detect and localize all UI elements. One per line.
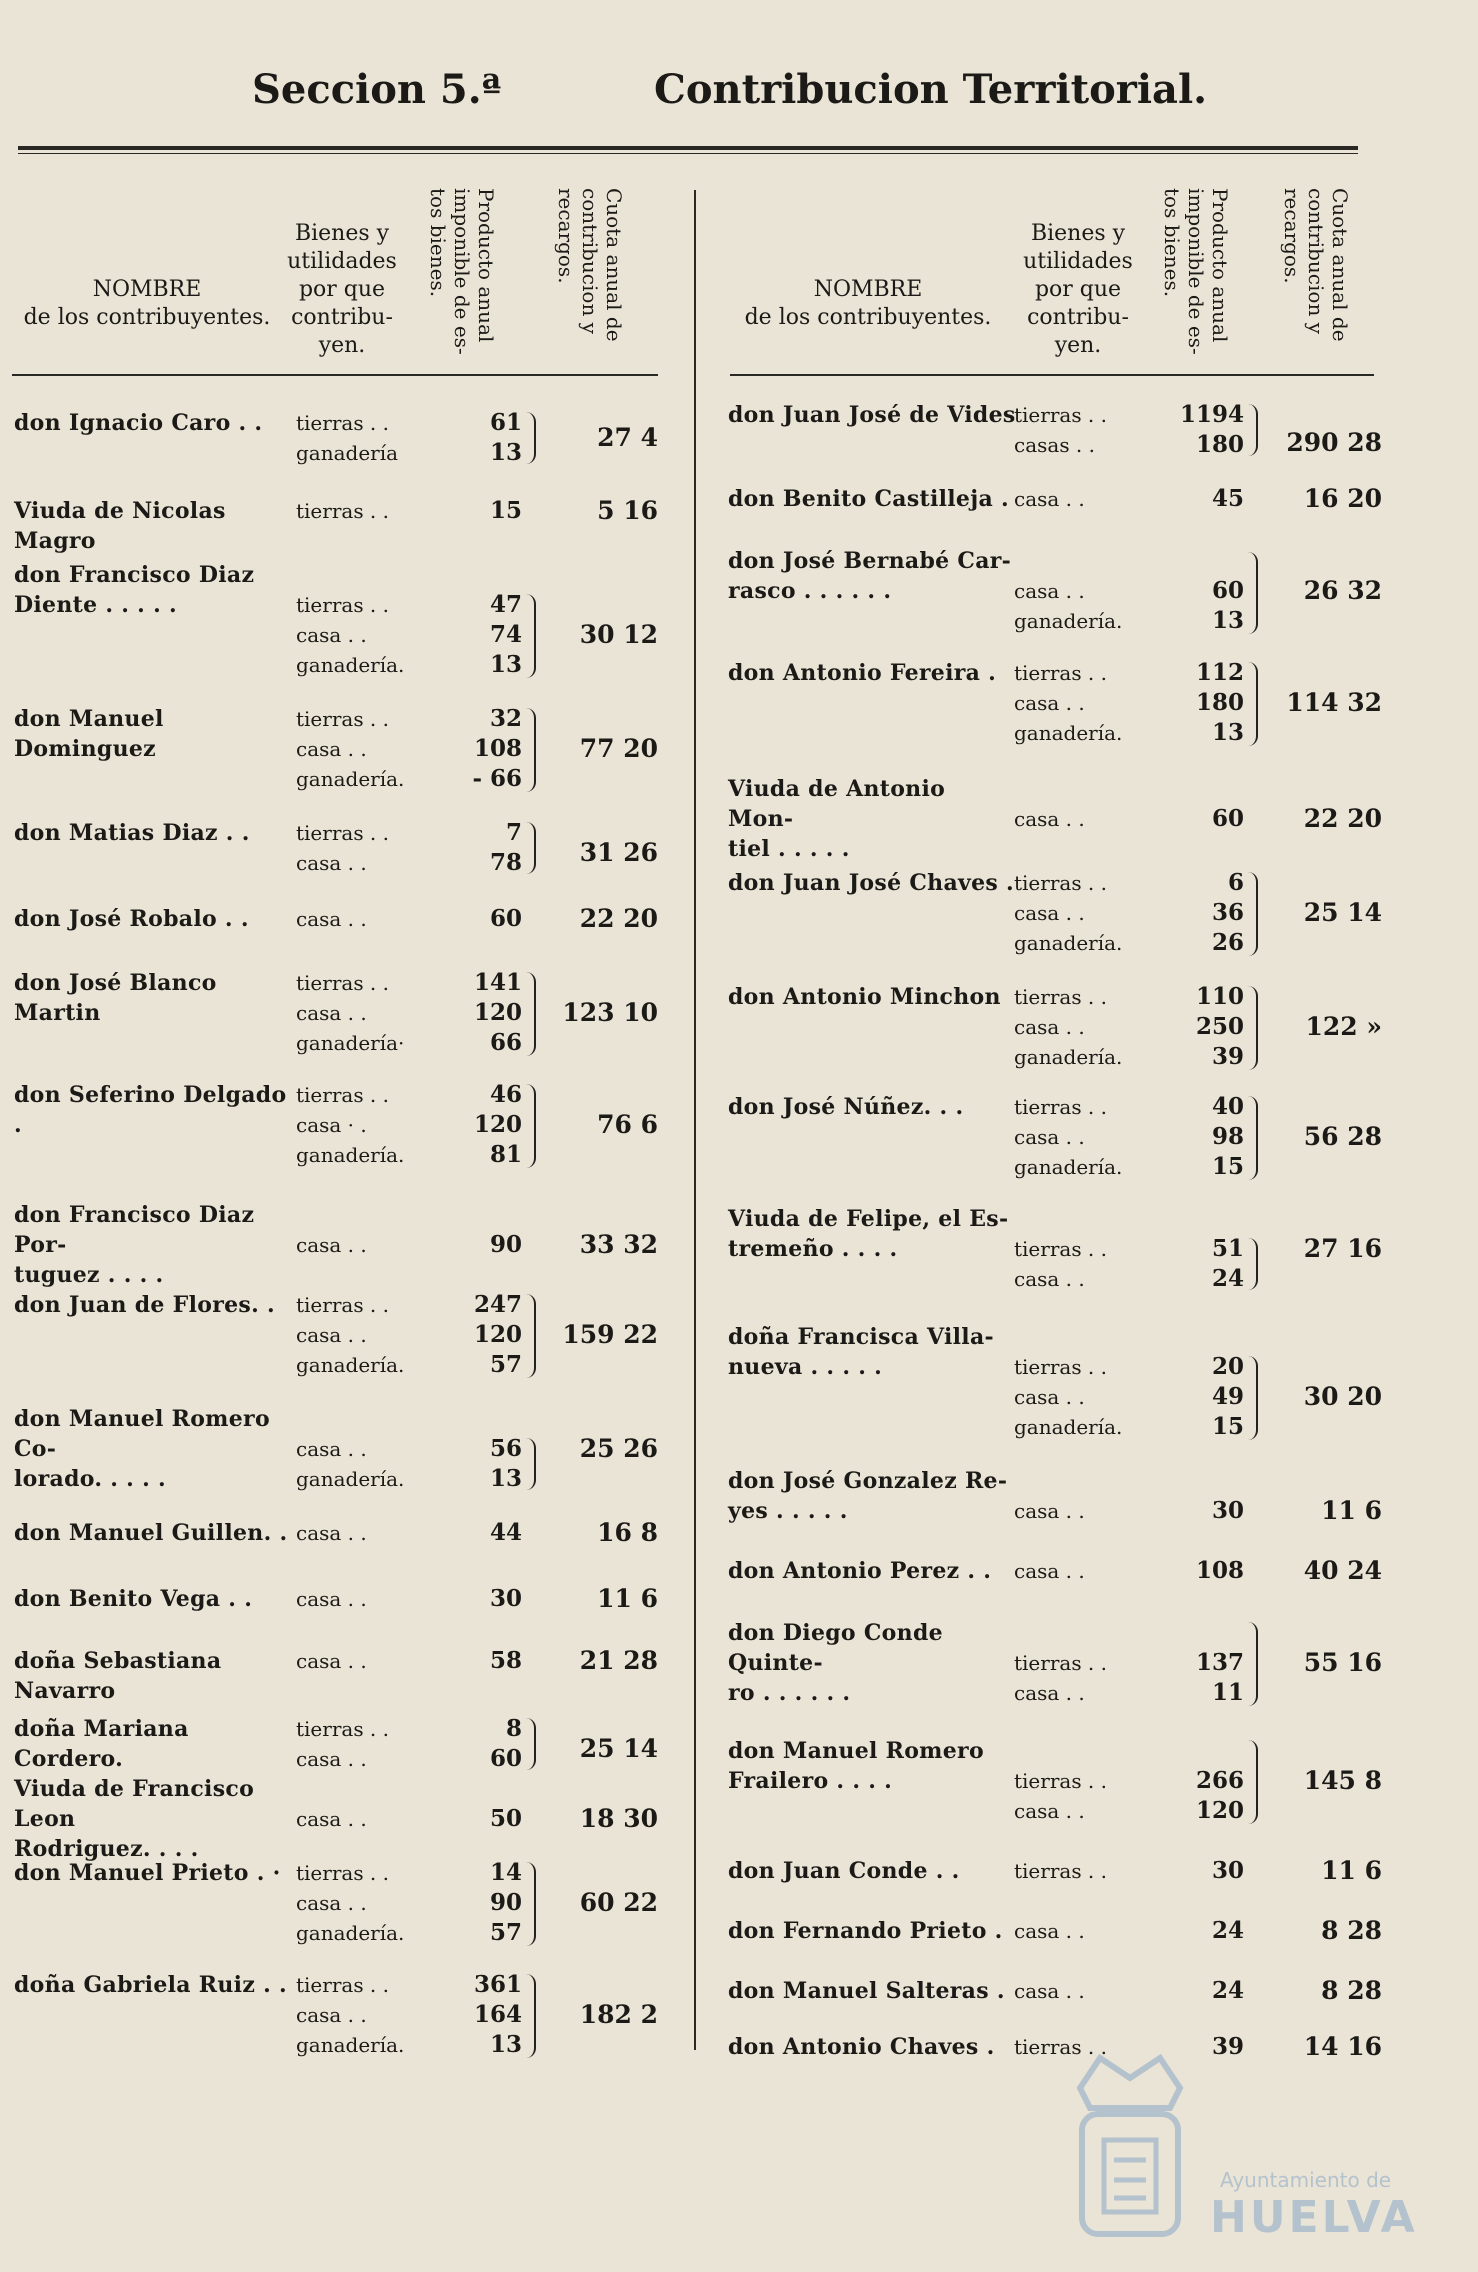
quota-value: 14 16: [1303, 2032, 1382, 2061]
product-values: 50: [489, 1805, 522, 1832]
product-values: 61 13: [489, 409, 522, 466]
goods-type: casa . .: [296, 1649, 367, 1673]
quota-value: 22 20: [579, 904, 658, 933]
contributor-name: don Juan de Flores. .: [14, 1292, 275, 1318]
product-values: 141 120 66: [473, 969, 522, 1056]
quota-value: 145 8: [1303, 1766, 1382, 1795]
goods-type: tierras . . casa . . ganadería.: [296, 1293, 405, 1377]
quota-value: 8 28: [1321, 1976, 1382, 2005]
contributor-name: don Antonio Minchon: [728, 984, 1001, 1010]
contributor-name: don Benito Vega . .: [14, 1586, 253, 1612]
product-values: 30: [489, 1585, 522, 1612]
goods-type: casa . .: [1014, 1559, 1085, 1583]
goods-type: casa . . ganadería.: [296, 1437, 405, 1491]
watermark-big-text: HUELVA: [1210, 2192, 1418, 2243]
product-values: 44: [489, 1519, 522, 1546]
quota-value: 25 26: [579, 1434, 658, 1463]
page-title: Contribucion Territorial.: [654, 66, 1208, 113]
product-values: 112 180 13: [1195, 659, 1244, 746]
goods-type: casa . .: [296, 1521, 367, 1545]
product-values: 137 11: [1195, 1649, 1244, 1706]
contributor-name: don Juan Conde . .: [728, 1858, 960, 1884]
contributor-name: don Antonio Chaves .: [728, 2034, 995, 2060]
goods-type: casa . . ganadería.: [1014, 579, 1123, 633]
product-values: 46 120 81: [473, 1081, 522, 1168]
quota-value: 30 12: [579, 620, 658, 649]
contributor-name: don Manuel Prieto . ·: [14, 1860, 281, 1886]
quota-value: 114 32: [1286, 688, 1382, 717]
product-values: 110 250 39: [1195, 983, 1244, 1070]
quota-header-left: Cuota anual de contribucion y recargos.: [554, 188, 626, 342]
goods-type: tierras . .: [1014, 1859, 1108, 1883]
goods-type: tierras . . casa . . ganadería.: [1014, 985, 1123, 1069]
goods-type: tierras . . casa . .: [1014, 1769, 1108, 1823]
product-header-right: Producto anual imponible de es- tos bienes.: [1160, 188, 1232, 355]
goods-type: tierras . . casa . .: [296, 821, 390, 875]
contributor-name: doña Sebastiana Navarro: [14, 1648, 222, 1704]
quota-value: 25 14: [579, 1734, 658, 1763]
quota-value: 27 16: [1303, 1234, 1382, 1263]
product-values: 30: [1211, 1497, 1244, 1524]
goods-type: casa . .: [296, 907, 367, 931]
quota-value: 77 20: [579, 734, 658, 763]
product-values: 1194 180: [1179, 401, 1244, 458]
contributor-name: don Juan José Chaves .: [728, 870, 1014, 896]
goods-type: casa . .: [296, 1807, 367, 1831]
product-values: 20 49 15: [1211, 1353, 1244, 1440]
contributor-name: don Ignacio Caro . .: [14, 410, 263, 436]
product-values: 45: [1211, 485, 1244, 512]
goods-type: casa . .: [1014, 807, 1085, 831]
product-values: 247 120 57: [473, 1291, 522, 1378]
contributor-name: don Matias Diaz . .: [14, 820, 250, 846]
goods-type: tierras . . casa . . ganadería.: [1014, 661, 1123, 745]
contributor-name: don Antonio Perez . .: [728, 1558, 992, 1584]
contributor-name: don José Bernabé Car- rasco . . . . . .: [728, 548, 1012, 604]
goods-type: tierras . . casa . . ganadería.: [296, 1861, 405, 1945]
product-values: 60: [1211, 805, 1244, 832]
contributor-name: don Benito Castilleja .: [728, 486, 1009, 512]
quota-value: 56 28: [1303, 1122, 1382, 1151]
product-header-left: Producto anual imponible de es- tos bienes.: [426, 188, 498, 355]
watermark-small-text: Ayuntamiento de: [1220, 2168, 1392, 2192]
goods-type: tierras . . casa . . ganadería.: [1014, 871, 1123, 955]
product-values: 60: [489, 905, 522, 932]
contributor-name: doña Gabriela Ruiz . .: [14, 1972, 287, 1998]
quota-value: 21 28: [579, 1646, 658, 1675]
product-values: 30: [1211, 1857, 1244, 1884]
product-values: 24: [1211, 1977, 1244, 2004]
quota-value: 122 »: [1305, 1012, 1382, 1041]
crest-icon: [1060, 2048, 1200, 2248]
quota-value: 76 6: [597, 1110, 658, 1139]
product-values: 60 13: [1211, 577, 1244, 634]
goods-type: tierras . . casa . . ganadería.: [296, 707, 405, 791]
goods-type: casa . .: [1014, 1919, 1085, 1943]
goods-header-right: Bienes y utilidades por que contribu- yen.: [1023, 221, 1133, 358]
quota-value: 18 30: [579, 1804, 658, 1833]
quota-value: 159 22: [562, 1320, 658, 1349]
contributor-name: don Fernando Prieto .: [728, 1918, 1003, 1944]
contributor-name: don José Núñez. . .: [728, 1094, 964, 1120]
contributor-name: don José Gonzalez Re- yes . . . . .: [728, 1468, 1008, 1524]
goods-type: tierras . . ganadería: [296, 411, 399, 465]
product-values: 361 164 13: [473, 1971, 522, 2058]
contributor-name: don Francisco Diaz Por- tuguez . . . .: [14, 1202, 255, 1288]
contributor-name: don José Blanco Martin: [14, 970, 217, 1026]
name-header-right: NOMBRE de los contribuyentes.: [744, 277, 992, 330]
goods-type: tierras . .: [1014, 2035, 1108, 2059]
name-header-left: NOMBRE de los contribuyentes.: [23, 277, 271, 330]
quota-header-right: Cuota anual de contribucion y recargos.: [1280, 188, 1352, 342]
contributor-name: Viuda de Nicolas Magro: [14, 498, 226, 554]
top-rule-thin: [18, 153, 1358, 154]
goods-type: casa . .: [296, 1233, 367, 1257]
goods-type: tierras . . casa . .: [296, 1717, 390, 1771]
goods-type: tierras . . casa . .: [1014, 1237, 1108, 1291]
quota-value: 123 10: [562, 998, 658, 1027]
quota-value: 26 32: [1303, 576, 1382, 605]
contributor-name: doña Mariana Cordero.: [14, 1716, 189, 1772]
contributor-name: don José Robalo . .: [14, 906, 249, 932]
product-values: 15: [489, 497, 522, 524]
quota-value: 33 32: [579, 1230, 658, 1259]
quota-value: 22 20: [1303, 804, 1382, 833]
goods-type: tierras . . casa · . ganadería.: [296, 1083, 405, 1167]
product-values: 7 78: [489, 819, 522, 876]
quota-value: 11 6: [1321, 1856, 1382, 1885]
product-values: 6 36 26: [1211, 869, 1244, 956]
quota-value: 30 20: [1303, 1382, 1382, 1411]
quota-value: 25 14: [1303, 898, 1382, 927]
goods-type: tierras . . casa . . ganadería·: [296, 971, 405, 1055]
goods-type: tierras . . casa . . ganadería.: [1014, 1355, 1123, 1439]
contributor-name: don Diego Conde Quinte- ro . . . . . .: [728, 1620, 943, 1706]
column-divider: [694, 190, 696, 2050]
product-values: 58: [489, 1647, 522, 1674]
quota-value: 40 24: [1303, 1556, 1382, 1585]
watermark: [1060, 2048, 1420, 2248]
contributor-name: don Manuel Romero Co- lorado. . . . .: [14, 1406, 270, 1492]
goods-type: casa . .: [1014, 1979, 1085, 2003]
product-values: 24: [1211, 1917, 1244, 1944]
goods-type: casa . .: [1014, 1499, 1085, 1523]
product-values: 40 98 15: [1211, 1093, 1244, 1180]
header-rule-left: [12, 374, 658, 376]
top-rule: [18, 146, 1358, 150]
quota-value: 31 26: [579, 838, 658, 867]
contributor-name: don Manuel Romero Frailero . . . .: [728, 1738, 984, 1794]
contributor-name: don Manuel Dominguez: [14, 706, 164, 762]
quota-value: 11 6: [1321, 1496, 1382, 1525]
header-rule-right: [730, 374, 1374, 376]
contributor-name: don Francisco Diaz Diente . . . . .: [14, 562, 255, 618]
quota-value: 290 28: [1286, 428, 1382, 457]
goods-type: tierras . . casa . . ganadería.: [296, 1973, 405, 2057]
quota-value: 16 8: [597, 1518, 658, 1547]
section-title: Seccion 5.ª: [252, 66, 502, 113]
goods-type: tierras . . casa . . ganadería.: [296, 593, 405, 677]
quota-value: 11 6: [597, 1584, 658, 1613]
contributor-name: Viuda de Francisco Leon Rodriguez. . . .: [14, 1776, 255, 1862]
goods-type: tierras . .: [296, 499, 390, 523]
quota-value: 182 2: [579, 2000, 658, 2029]
product-values: 8 60: [489, 1715, 522, 1772]
product-values: 266 120: [1195, 1767, 1244, 1824]
product-values: 14 90 57: [489, 1859, 522, 1946]
goods-type: tierras . . casa . . ganadería.: [1014, 1095, 1123, 1179]
quota-value: 8 28: [1321, 1916, 1382, 1945]
goods-header-left: Bienes y utilidades por que contribu- yen.: [287, 221, 397, 358]
contributor-name: Viuda de Felipe, el Es- tremeño . . . .: [728, 1206, 1009, 1262]
product-values: 32 108 - 66: [472, 705, 522, 792]
contributor-name: don Antonio Fereira .: [728, 660, 997, 686]
quota-value: 5 16: [597, 496, 658, 525]
product-values: 56 13: [489, 1435, 522, 1492]
product-values: 51 24: [1211, 1235, 1244, 1292]
product-values: 90: [489, 1231, 522, 1258]
quota-value: 16 20: [1303, 484, 1382, 513]
contributor-name: don Seferino Delgado .: [14, 1082, 287, 1138]
goods-type: tierras . . casa . .: [1014, 1651, 1108, 1705]
product-values: 47 74 13: [489, 591, 522, 678]
goods-type: casa . .: [1014, 487, 1085, 511]
goods-type: tierras . . casas . .: [1014, 403, 1108, 457]
quota-value: 60 22: [579, 1888, 658, 1917]
contributor-name: don Manuel Salteras .: [728, 1978, 1005, 2004]
contributor-name: doña Francisca Villa- nueva . . . . .: [728, 1324, 994, 1380]
quota-value: 55 16: [1303, 1648, 1382, 1677]
product-values: 39: [1211, 2033, 1244, 2060]
contributor-name: don Juan José de Vides: [728, 402, 1016, 428]
goods-type: casa . .: [296, 1587, 367, 1611]
product-values: 108: [1195, 1557, 1244, 1584]
contributor-name: don Manuel Guillen. .: [14, 1520, 288, 1546]
quota-value: 27 4: [597, 423, 658, 452]
contributor-name: Viuda de Antonio Mon- tiel . . . . .: [728, 776, 946, 862]
